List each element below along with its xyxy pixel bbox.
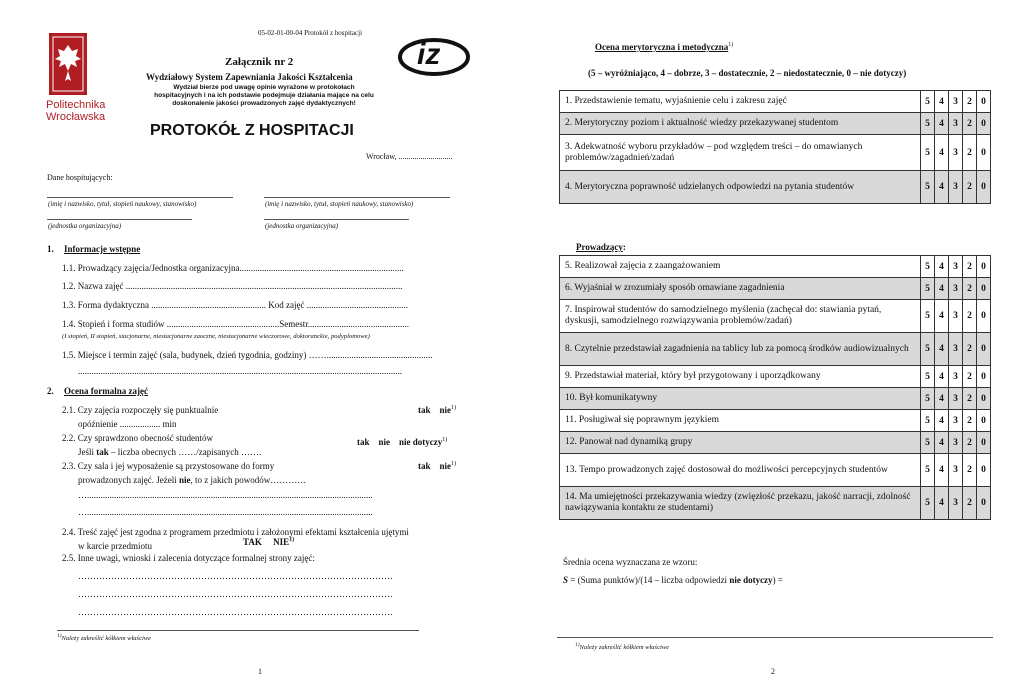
item-1-4-hint: (I stopień, II stopień, stacjonarne, niestacjonarne zaoczne, niestacjonarne wieczorowe, doktoranckie, podyplomowe) [62,333,370,340]
score-option-4[interactable]: 4 [935,171,949,204]
score-option-2[interactable]: 2 [963,300,977,333]
score-option-3[interactable]: 3 [949,300,963,333]
criterion-row [560,333,991,366]
score-option-0[interactable]: 0 [977,432,991,454]
item-2-4-card: w karcie przedmiotu [78,541,152,551]
score-option-5[interactable]: 5 [921,432,935,454]
criterion-row [560,256,991,278]
score-option-5[interactable]: 5 [921,113,935,135]
footnote-ref: 1) [728,42,734,48]
item-2-2: 2.2. Czy sprawdzono obecność studentów [62,433,213,443]
section2-title: Ocena formalna zajęć [64,386,148,396]
section1-number: 1. [47,244,54,254]
score-option-5[interactable]: 5 [921,388,935,410]
inspector2-unit-line [264,219,409,220]
criterion-text: 9. Przedstawiał materiał, który był przygotowany i uporządkowany [560,366,921,388]
item-2-5: 2.5. Inne uwagi, wnioski i zalecenia dotyczące formalnej strony zajęć: [62,553,315,563]
score-option-4[interactable]: 4 [935,487,949,520]
score-option-5[interactable]: 5 [921,454,935,487]
iz-logo [397,36,471,78]
criterion-row [560,135,991,171]
score-option-2[interactable]: 2 [963,366,977,388]
yes-no-options: tak nie [418,461,452,471]
score-option-2[interactable]: 2 [963,91,977,113]
score-option-0[interactable]: 0 [977,487,991,520]
criterion-text: 12. Panował nad dynamiką grupy [560,432,921,454]
score-option-5[interactable]: 5 [921,487,935,520]
item-1-2: 1.2. Nazwa zajęć ........................................................................................................................... [62,281,403,291]
score-option-5[interactable]: 5 [921,91,935,113]
score-option-0[interactable]: 0 [977,256,991,278]
formula-na: nie dotyczy [729,575,773,585]
score-option-2[interactable]: 2 [963,113,977,135]
item-1-5: 1.5. Miejsce i termin zajęć (sala, budynek, dzień tygodnia, godziny) ……............................................... [62,350,433,360]
score-option-2[interactable]: 2 [963,171,977,204]
score-option-4[interactable]: 4 [935,135,949,171]
score-option-5[interactable]: 5 [921,256,935,278]
score-option-0[interactable]: 0 [977,171,991,204]
criterion-row [560,300,991,333]
score-option-2[interactable]: 2 [963,333,977,366]
criterion-row [560,366,991,388]
system-note-line: hospitacyjnych i na ich podstawie podejmuje działania mające na celu [154,92,374,99]
reason-suffix: , to z jakich powodów………… [190,475,307,485]
score-option-2[interactable]: 2 [963,487,977,520]
score-option-0[interactable]: 0 [977,410,991,432]
score-option-2[interactable]: 2 [963,388,977,410]
footnote-separator-2 [557,637,993,638]
remarks-line-1: …………………………………………………………………………………………… [78,571,393,581]
criterion-text: 7. Inspirował studentów do samodzielnego myślenia (zachęcał do: stawiania pytań, dyskusji, samodzielnego rozwiązywania problemów/zadań) [560,300,921,333]
item-2-3: 2.3. Czy sala i jej wyposażenie są przystosowane do formy [62,461,275,471]
inspectors-label: Dane hospitujących: [47,173,113,182]
item-1-1: 1.1. Prowadzący zajęcia/Jednostka organizacyjna......................................................................... [62,263,404,273]
inspector1-name-line [47,197,233,198]
assessment-table [559,90,991,204]
score-option-0[interactable]: 0 [977,388,991,410]
system-note-line: doskonalenie jakości prowadzonych zajęć dydaktycznych! [172,100,356,107]
score-option-3[interactable]: 3 [949,388,963,410]
item-1-4: 1.4. Stopień i forma studiów ..................................................Semestr............................................. [62,319,409,329]
score-option-0[interactable]: 0 [977,91,991,113]
score-option-2[interactable]: 2 [963,135,977,171]
item-2-2-count [78,447,261,457]
criterion-text: 10. Był komunikatywny [560,388,921,410]
score-option-2[interactable]: 2 [963,454,977,487]
place-date: Wrocław, ........................... [366,152,453,161]
score-option-5[interactable]: 5 [921,333,935,366]
item-2-1-options [418,405,456,415]
item-2-3-options [418,461,456,471]
score-option-3[interactable]: 3 [949,113,963,135]
iz-logo-text: iz [417,38,441,71]
footnote-ref: 1) [451,461,457,467]
score-option-2[interactable]: 2 [963,256,977,278]
page-number-2: 2 [771,667,775,676]
university-name-line2: Wrocławska [46,111,106,123]
count-prefix: Jeśli [78,447,97,457]
formula-symbol: S [563,575,569,585]
criterion-row [560,432,991,454]
document-code: 05-02-01-00-04 Protokół z hospitacji [258,29,363,37]
protocol-title: PROTOKÓŁ Z HOSPITACJI [150,122,354,139]
score-option-4[interactable]: 4 [935,91,949,113]
system-note [140,84,388,108]
score-option-0[interactable]: 0 [977,135,991,171]
item-2-1-delay: opóźnienie .................. min [78,419,177,429]
footnote [57,633,151,642]
score-option-0[interactable]: 0 [977,454,991,487]
system-note-line: Wydział bierze pod uwagę opinie wyrażone w protokołach [173,84,355,91]
reason-prefix: prowadzonych zajęć. Jeżeli [78,475,179,485]
criterion-text: 3. Adekwatność wyboru przykładów – pod względem treści – do omawianych problemów/zagadnień/zadań [560,135,921,171]
item-2-4-options [243,537,294,547]
footnote-text: Należy zakreślić kółkiem właściwe [579,644,669,652]
score-option-3[interactable]: 3 [949,487,963,520]
score-option-3[interactable]: 3 [949,135,963,171]
system-name: Wydziałowy System Zapewniania Jakości Kształcenia [146,72,353,82]
footnote-text: Należy zakreślić kółkiem właściwe [61,635,151,643]
criterion-text: 6. Wyjaśniał w zrozumiały sposób omawiane zagadnienia [560,278,921,300]
score-option-3[interactable]: 3 [949,333,963,366]
score-option-4[interactable]: 4 [935,256,949,278]
criterion-row [560,278,991,300]
criterion-text: 13. Tempo prowadzonych zajęć dostosował do możliwości percepcyjnych studentów [560,454,921,487]
section1-heading [47,244,140,254]
score-option-4[interactable]: 4 [935,432,949,454]
remarks-line-2: …………………………………………………………………………………………… [78,589,393,599]
inspector1-unit-line [47,219,192,220]
score-option-4[interactable]: 4 [935,333,949,366]
score-option-5[interactable]: 5 [921,366,935,388]
score-option-4[interactable]: 4 [935,410,949,432]
score-option-3[interactable]: 3 [949,171,963,204]
university-name-line1: Politechnika [46,99,106,111]
reason-no: nie [178,475,191,485]
criterion-row [560,454,991,487]
score-option-5[interactable]: 5 [921,135,935,171]
inspector1-name-hint: (imię i nazwisko, tytuł, stopień naukowy, stanowisko) [48,200,197,208]
score-option-4[interactable]: 4 [935,278,949,300]
score-option-4[interactable]: 4 [935,454,949,487]
yes-no-options: TAK NIE [243,537,290,547]
score-option-3[interactable]: 3 [949,366,963,388]
score-option-0[interactable]: 0 [977,278,991,300]
score-option-0[interactable]: 0 [977,366,991,388]
formula-right: ) = [772,575,783,585]
score-option-2[interactable]: 2 [963,278,977,300]
footnote-separator [57,630,419,631]
score-option-3[interactable]: 3 [949,432,963,454]
score-option-5[interactable]: 5 [921,300,935,333]
score-option-2[interactable]: 2 [963,410,977,432]
section2-heading [47,386,148,396]
formula-left: = (Suma punktów)/(14 – liczba odpowiedzi [568,575,730,585]
remarks-line-3: …………………………………………………………………………………………… [78,607,393,617]
criterion-text: 5. Realizował zajęcia z zaangażowaniem [560,256,921,278]
inspector1-unit-hint: (jednostka organizacyjna) [48,222,122,230]
eagle-emblem-icon [49,33,87,95]
footnote-mark: 1) [57,633,62,639]
item-2-3-reason [78,475,306,485]
footnote-ref: 1) [451,405,457,411]
score-option-4[interactable]: 4 [935,300,949,333]
criterion-row [560,388,991,410]
assessment-title-text: Ocena merytoryczna i metodyczna [595,42,729,52]
criterion-text: 4. Merytoryczna poprawność udzielanych odpowiedzi na pytania studentów [560,171,921,204]
footnote-mark: 1) [575,642,580,648]
item-2-4: 2.4. Treść zajęć jest zgodna z programem przedmiotu i założonymi efektami kształcenia ujętymi [62,527,409,537]
inspector2-name-line [264,197,450,198]
footnote-ref: 1) [442,437,448,443]
assessment-title [595,42,733,52]
score-option-5[interactable]: 5 [921,171,935,204]
score-option-5[interactable]: 5 [921,410,935,432]
item-2-1: 2.1. Czy zajęcia rozpoczęły się punktualnie [62,405,219,415]
inspector2-name-hint: (imię i nazwisko, tytuł, stopień naukowy, stanowisko) [265,200,414,208]
score-option-4[interactable]: 4 [935,113,949,135]
university-logo [46,33,118,128]
criterion-row [560,410,991,432]
item-1-3: 1.3. Forma dydaktyczna ................................................... Kod zajęć ............................................. [62,300,408,310]
section2-number: 2. [47,386,54,396]
criterion-text: 8. Czytelnie przedstawiał zagadnienia na tablicy lub za pomocą środków audiowizualnych [560,333,921,366]
instructor-title: Prowadzący [576,242,623,252]
inspector2-unit-hint: (jednostka organizacyjna) [265,222,339,230]
criterion-text: 14. Ma umiejętności przekazywania wiedzy (zwięzłość przekazu, jakość narracji, zdolność nawiązywania kontaktu ze studentami) [560,487,921,520]
formula [563,575,783,585]
score-option-3[interactable]: 3 [949,454,963,487]
criterion-row [560,91,991,113]
criterion-text: 11. Posługiwał się poprawnym językiem [560,410,921,432]
item-2-2-options [357,437,447,447]
score-option-3[interactable]: 3 [949,410,963,432]
score-option-3[interactable]: 3 [949,256,963,278]
criterion-text: 2. Merytoryczny poziom i aktualność wiedzy przekazywanej studentom [560,113,921,135]
score-scale: (5 – wyróżniająco, 4 – dobrze, 3 – dostatecznie, 2 – niedostatecznie, 0 – nie dotyczy) [588,68,907,78]
section1-title: Informacje wstępne [64,244,141,254]
item-1-5-continuation: ................................................................................................................................................ [78,366,402,376]
footnote-2 [575,642,669,651]
formula-intro: Średnia ocena wyznaczana ze wzoru: [563,557,698,567]
score-option-0[interactable]: 0 [977,113,991,135]
count-suffix: – liczba obecnych ……/zapisanych ……. [108,447,262,457]
instructor-table [559,255,991,520]
count-yes: tak [96,447,109,457]
page-number-1: 1 [258,667,262,676]
score-option-0[interactable]: 0 [977,300,991,333]
instructor-heading: Prowadzący: [576,242,626,252]
score-option-2[interactable]: 2 [963,432,977,454]
criterion-row [560,171,991,204]
criterion-row [560,113,991,135]
score-option-4[interactable]: 4 [935,388,949,410]
criterion-row [560,487,991,520]
score-option-5[interactable]: 5 [921,278,935,300]
footnote-ref: 1) [289,537,295,543]
yes-no-na-options: tak nie nie dotyczy [357,437,443,447]
score-option-0[interactable]: 0 [977,333,991,366]
item-2-3-dots-2: …............................................................................................................................... [78,507,373,517]
annex-title: Załącznik nr 2 [225,56,294,68]
item-2-3-dots-1: …............................................................................................................................... [78,490,373,500]
score-option-4[interactable]: 4 [935,366,949,388]
score-option-3[interactable]: 3 [949,278,963,300]
criterion-text: 1. Przedstawienie tematu, wyjaśnienie celu i zakresu zajęć [560,91,921,113]
yes-no-options: tak nie [418,405,452,415]
score-option-3[interactable]: 3 [949,91,963,113]
